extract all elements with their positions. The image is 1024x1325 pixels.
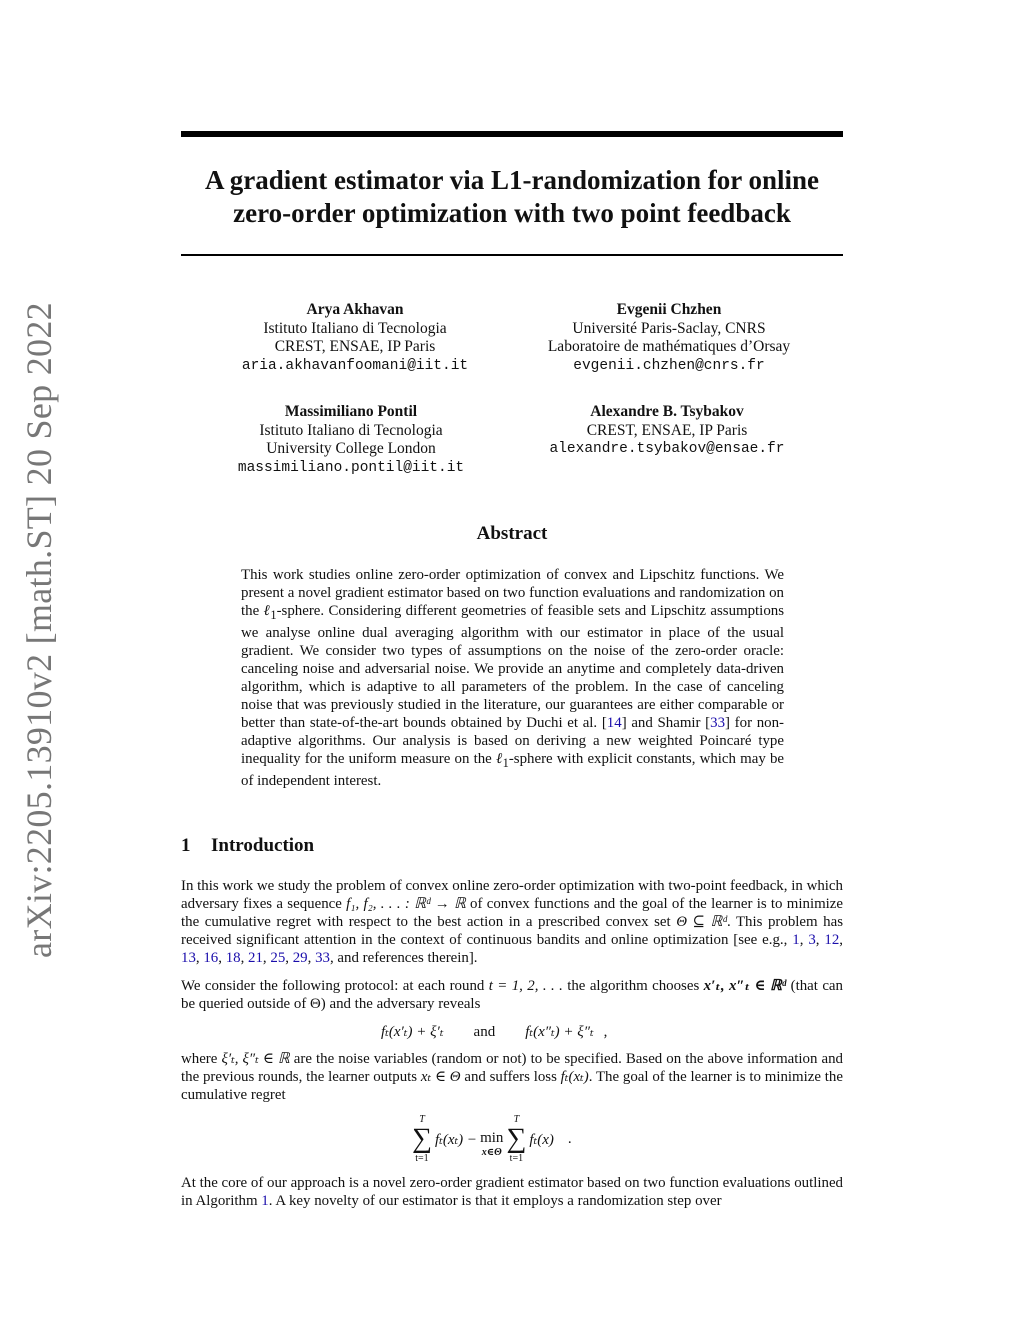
section-heading [181, 835, 314, 857]
regret-paragraph: where ξ′ₜ, ξ″ₜ ∈ ℝ are the noise variables (random or not) to be specified. Based on the above information and the previous rounds, the learner outputs xₜ ∈ Θ and suffers loss fₜ(xₜ). The goal of the learner is to minimize the cumulative regret [181, 1051, 843, 1103]
author-affiliation: Istituto Italiano di Tecnologia [259, 421, 443, 439]
citation-link[interactable]: 12 [824, 932, 840, 948]
citation-link[interactable]: 29 [292, 950, 308, 966]
citation-list: 1, 3, 12, 13, 16, 18, 21, 25, 29, 33 [181, 932, 843, 966]
author-block [512, 403, 822, 459]
author-email[interactable]: aria.akhavanfoomani@iit.it [241, 357, 469, 374]
author-name: Alexandre B. Tsybakov [590, 403, 744, 420]
author-block [514, 301, 824, 375]
author-email[interactable]: alexandre.tsybakov@ensae.fr [549, 441, 785, 457]
author-affiliation: Université Paris-Saclay, CNRS [572, 319, 766, 337]
title-line-1: A gradient estimator via L1-randomization for online [205, 165, 819, 195]
section-title: Introduction [211, 835, 315, 856]
author-affiliation: CREST, ENSAE, IP Paris [586, 421, 748, 439]
author-name: Arya Akhavan [306, 301, 404, 318]
citation-link[interactable]: 14 [606, 714, 622, 731]
estimator-paragraph: At the core of our approach is a novel zero-order gradient estimator based on two function evaluations outlined in Algorithm 1. A key novelty of our estimator is that it employs a randomization step over [181, 1175, 844, 1209]
citation-link[interactable]: 16 [203, 950, 219, 966]
author-name: Evgenii Chzhen [616, 301, 722, 318]
section-number: 1 [181, 835, 191, 856]
intro-paragraph: In this work we study the problem of convex online zero-order optimization with two-point feedback, in which adversary fixes a sequence f₁, f₂, . . . : ℝᵈ → ℝ of convex functions and the goal of the learner is to minimize the cumulative regret with respect to the best action in a prescribed convex set Θ ⊆ ℝᵈ. This problem has received significant attention in the context of continuous bandits and online optimization [see e.g., 1, 3, 12, 13, 16, 18, 21, 25, 29, 33, and references therein]. [181, 878, 844, 966]
arxiv-margin-note: arXiv:2205.13910v2 [math.ST] 20 Sep 2022 [19, 302, 59, 958]
author-block [200, 301, 510, 375]
paper-title [170, 164, 854, 230]
author-email[interactable]: massimiliano.pontil@iit.it [237, 459, 465, 476]
protocol-paragraph: We consider the following protocol: at each round t = 1, 2, . . . the algorithm chooses x′ₜ, x″ₜ ∈ ℝᵈ (that can be queried outside of Θ) and the adversary reveals [181, 978, 843, 1012]
citation-link[interactable]: 3 [808, 932, 816, 948]
author-affiliation: Istituto Italiano di Tecnologia [263, 319, 447, 337]
author-name: Massimiliano Pontil [284, 403, 418, 420]
author-affiliation: University College London [266, 440, 436, 457]
citation-link[interactable]: 33 [315, 950, 330, 966]
citation-link[interactable]: 25 [270, 950, 286, 966]
title-rule-top [181, 131, 843, 137]
author-affiliation: CREST, ENSAE, IP Paris [274, 338, 436, 355]
author-block [196, 403, 506, 477]
citation-link[interactable]: 1 [792, 932, 800, 948]
title-line-2: zero-order optimization with two point feedback [233, 198, 791, 228]
algorithm-link[interactable]: 1 [261, 1193, 269, 1209]
citation-link[interactable]: 33 [710, 714, 726, 731]
title-rule-bottom [181, 254, 843, 256]
citation-link[interactable]: 18 [225, 950, 241, 966]
citation-link[interactable]: 13 [181, 950, 196, 966]
feedback-equation: fₜ(x′ₜ) + ξ′ₜ and fₜ(x″ₜ) + ξ″ₜ , [381, 1024, 608, 1040]
citation-link[interactable]: 21 [248, 950, 263, 966]
abstract-heading: Abstract [476, 523, 548, 544]
author-affiliation: Laboratoire de mathématiques d’Orsay [547, 338, 791, 355]
abstract-text: This work studies online zero-order optimization of convex and Lipschitz functions. We present a novel gradient estimator based on two function evaluations and randomization on the ℓ$_1$-sphere. Considering different geometries of feasible sets and Lipschitz assumptions we analyse online dual averaging algorithm with our estimator in place of the usual gradient. We consider two types of assumptions on the noise of the zero-order oracle: canceling noise and adversarial noise. We provide an anytime and completely data-driven algorithm, which is adaptive to all parameters of the problem. In the case of canceling noise that was previously studied in the literature, our guarantees are either comparable or better than state-of-the-art bounds obtained by Duchi et al. [14] and Shamir [33] for non-adaptive algorithms. Our analysis is based on deriving a new weighted Poincaré type inequality for the uniform measure on the ℓ$_1$-sphere with explicit constants, which may be of independent interest. [241, 567, 785, 789]
author-email[interactable]: evgenii.chzhen@cnrs.fr [573, 357, 765, 374]
regret-equation: T ∑ t=1 fₜ(xₜ) − min x∈Θ T ∑ t=1 fₜ(x) . [412, 1114, 572, 1164]
